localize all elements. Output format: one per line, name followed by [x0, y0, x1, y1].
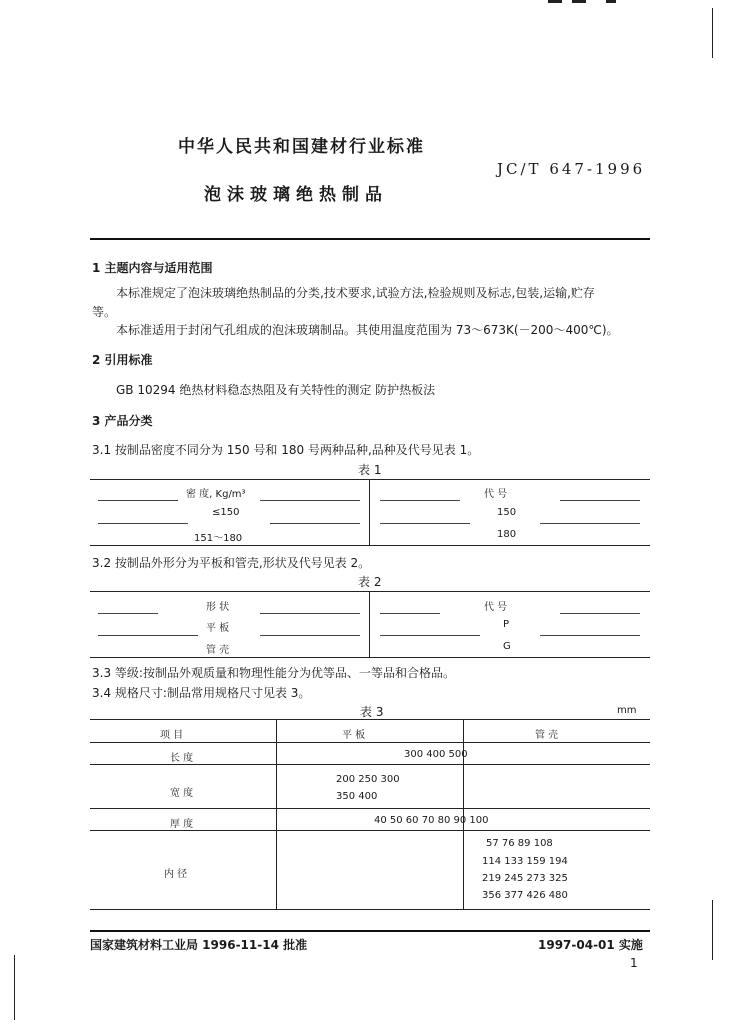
- table3-bottom-rule: [90, 909, 650, 910]
- scan-edge-right: [712, 8, 713, 58]
- table3-inner-diameter-row: 219 245 273 325: [482, 873, 568, 884]
- section1-para2: 本标准适用于封闭气孔组成的泡沫玻璃制品。其使用温度范围为 73～673K(－200～400℃)。: [116, 323, 619, 337]
- table-row: 管 壳: [206, 645, 230, 656]
- table1-row-rule: [540, 523, 640, 524]
- table1-col2-header: 代 号: [484, 489, 508, 500]
- clause-3-4: 3.4 规格尺寸:制品常用规格尺寸见表 3。: [92, 686, 311, 700]
- table2-row-rule: [98, 635, 198, 636]
- table1-header-rule: [98, 500, 178, 501]
- table1-header-rule: [560, 500, 640, 501]
- table1-divider: [369, 479, 370, 545]
- table3-length-label: 长 度: [170, 753, 194, 764]
- section2-heading: 2 引用标准: [92, 353, 153, 367]
- table3-thickness-values: 40 50 60 70 80 90 100: [374, 815, 489, 826]
- table3-row-rule: [90, 808, 650, 809]
- table3-caption: 表 3: [360, 705, 384, 719]
- table3-unit: mm: [617, 705, 637, 716]
- table3-inner-diameter-label: 内 径: [164, 869, 188, 880]
- table3-row-rule: [90, 830, 650, 831]
- table-row: 180: [497, 529, 517, 540]
- table3-divider-1: [276, 719, 277, 909]
- table2-header-rule: [560, 613, 640, 614]
- table-row: G: [503, 641, 511, 652]
- approval-statement: 国家建筑材料工业局 1996-11-14 批准: [90, 938, 308, 952]
- standard-title: 中华人民共和国建材行业标准: [178, 137, 425, 157]
- table2-col1-header: 形 状: [206, 602, 230, 613]
- table2-bottom-rule: [90, 657, 650, 658]
- page-number: 1: [630, 956, 638, 970]
- table3-thickness-label: 厚 度: [170, 819, 194, 830]
- normative-reference: GB 10294 绝热材料稳态热阻及有关特性的测定 防护热板法: [116, 383, 436, 397]
- table2-header-rule: [380, 613, 440, 614]
- table1-row-rule: [98, 523, 188, 524]
- table2-row-rule: [380, 635, 480, 636]
- section3-heading: 3 产品分类: [92, 414, 153, 428]
- document-title: 泡沫玻璃绝热制品: [204, 185, 388, 205]
- clause-3-2: 3.2 按制品外形分为平板和管壳,形状及代号见表 2。: [92, 556, 371, 570]
- table1-row-rule: [380, 523, 470, 524]
- section1-heading: 1 主题内容与适用范围: [92, 261, 213, 275]
- table-row: ≤150: [212, 507, 240, 518]
- footer-rule: [90, 930, 650, 932]
- table2-header-rule: [98, 613, 158, 614]
- table1-caption: 表 1: [358, 463, 382, 477]
- table2-row-rule: [260, 635, 360, 636]
- table2-col2-header: 代 号: [484, 602, 508, 613]
- table2-divider: [369, 591, 370, 657]
- table-row: 150: [497, 507, 517, 518]
- table1-col1-header: 密 度, Kg/m³: [186, 489, 246, 500]
- section1-para1: 本标准规定了泡沫玻璃绝热制品的分类,技术要求,试验方法,检验规则及标志,包装,运输,贮存: [116, 286, 595, 300]
- table3-width-values: 350 400: [336, 791, 378, 802]
- table2-row-rule: [540, 635, 640, 636]
- table2-header-rule: [260, 613, 360, 614]
- table3-header-pipe: 管 壳: [535, 730, 559, 741]
- standard-code: JC/T 647-1996: [497, 160, 646, 178]
- header-rule: [90, 238, 650, 240]
- table3-inner-diameter-row: 356 377 426 480: [482, 890, 568, 901]
- table-row: 平 板: [206, 623, 230, 634]
- clause-3-3: 3.3 等级:按制品外观质量和物理性能分为优等品、一等品和合格品。: [92, 666, 455, 680]
- table3-length-values: 300 400 500: [404, 749, 468, 760]
- table3-row-rule: [90, 764, 650, 765]
- effective-date: 1997-04-01 实施: [538, 938, 643, 952]
- table3-inner-diameter-row: 114 133 159 194: [482, 856, 568, 867]
- table3-inner-diameter-row: 57 76 89 108: [486, 838, 553, 849]
- clause-3-1: 3.1 按制品密度不同分为 150 号和 180 号两种品种,品种及代号见表 1。: [92, 443, 480, 457]
- table-row: 151～180: [194, 533, 243, 544]
- table3-width-label: 宽 度: [170, 788, 194, 799]
- scan-mark-top: [548, 0, 562, 3]
- table2-caption: 表 2: [358, 575, 382, 589]
- scan-edge-right: [712, 900, 713, 960]
- table3-top-rule: [90, 719, 650, 720]
- section1-para1-cont: 等。: [92, 305, 117, 319]
- table3-header-rule: [90, 742, 650, 743]
- table2-top-rule: [90, 591, 650, 592]
- table1-top-rule: [90, 479, 650, 480]
- table1-header-rule: [260, 500, 360, 501]
- table3-divider-2: [463, 719, 464, 909]
- scan-mark-top: [606, 0, 616, 3]
- scan-mark-top: [572, 0, 586, 3]
- table3-width-values: 200 250 300: [336, 774, 400, 785]
- table3-header-item: 项 目: [160, 730, 184, 741]
- table1-row-rule: [270, 523, 360, 524]
- scan-edge-left: [14, 955, 15, 1020]
- table1-bottom-rule: [90, 545, 650, 546]
- table1-header-rule: [380, 500, 460, 501]
- table3-header-flat: 平 板: [342, 730, 366, 741]
- table-row: P: [503, 619, 510, 630]
